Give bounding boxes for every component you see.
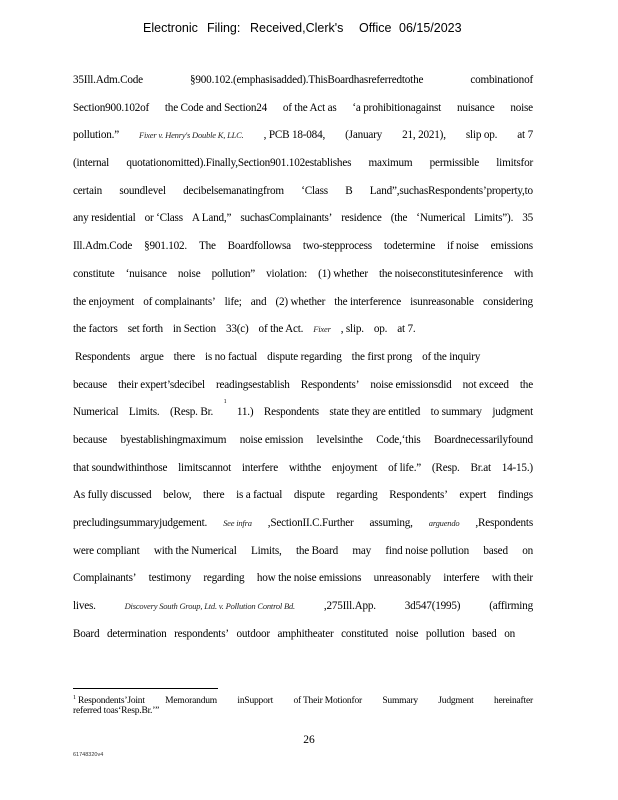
header-word: Received,Clerk's <box>250 21 344 35</box>
header-word: Electronic <box>143 21 198 35</box>
text-line: constitute ‘nuisance noise pollution” violation: (1) whether the noiseconstitutesinference with <box>73 267 533 280</box>
header-word: 06/15/2023 <box>399 21 462 35</box>
footnote-marker: 1 <box>73 694 76 701</box>
text-line: because their expert’sdecibel readingsestablish Respondents’ noise emissionsdid not exceed the <box>73 378 533 391</box>
text-line: that soundwithinthose limitscannot interfere withthe enjoyment of life.” (Resp. Br.at 14-15.) <box>73 461 533 474</box>
text-line: Respondents argue there is no factual dispute regarding the first prong of the inquiry <box>75 350 481 363</box>
text-line: 35Ill.Adm.Code §900.102.(emphasisadded).ThisBoardhasreferredtothe combinationof <box>73 74 533 86</box>
footnote-line: $^1$ Respondents’Joint Memorandum inSupport of Their Motionfor Summary Judgment hereinafter <box>73 694 533 706</box>
text-line: Board determination respondents’ outdoor amphitheater constituted noise pollution based on <box>73 627 515 640</box>
signal-arguendo: arguendo <box>428 518 460 528</box>
text-line: Ill.Adm.Code §901.102. The Boardfollowsa two-stepprocess todetermine if noise emissions <box>73 240 533 253</box>
text-line: Complainants’ testimony regarding how the noise emissions unreasonably interfere with their <box>73 572 533 585</box>
body-text <box>73 70 533 651</box>
case-citation: Fixer v. Henry's Double K, LLC. <box>139 130 244 141</box>
page-number: 26 <box>303 734 315 746</box>
text-line: lives. Discovery South Group, Ltd. v. Pollution Control Bd. ,275Ill.App. 3d547(1995) (affirming <box>73 596 533 624</box>
text-line: pollution.” Fixer v. Henry's Double K, LLC. , PCB 18-084, (January 21, 2021), slip op. at 7 <box>73 125 533 153</box>
text-line: precludingsummaryjudgement. See infra ,SectionII.C.Further assuming, arguendo ,Respondents <box>73 513 533 541</box>
footnote-divider <box>73 688 218 689</box>
text-line: Numerical Limits. (Resp. Br. 1 11.) Respondents state they are entitled to summary judgment <box>73 399 533 419</box>
signal-see-infra: See infra <box>223 518 252 528</box>
text-line: (internal quotationomitted).Finally,Section901.102establishes maximum permissible limitsfor <box>73 157 533 170</box>
case-citation: Fixer <box>313 324 331 335</box>
text-line: certain soundlevel decibelsemanatingfrom ‘Class B Land”,suchasRespondents’property,to <box>73 184 533 197</box>
text-line: the enjoyment of complainants’ life; and (2) whether the interference isunreasonable considering <box>73 295 533 308</box>
document-id: 61748320v4 <box>73 752 104 758</box>
text-line: the factors set forth in Section 33(c) of the Act. Fixer , slip. op. at 7. <box>73 319 533 347</box>
text-line: Section900.102of the Code and Section24 of the Act as ‘a prohibitionagainst nuisance noise <box>73 101 533 114</box>
case-citation: Discovery South Group, Ltd. v. Pollution Control Bd. <box>124 601 295 612</box>
text-line: As fully discussed below, there is a factual dispute regarding Respondents’ expert findings <box>73 489 533 502</box>
text-line: any residential or ‘Class A Land,” suchasComplainants’ residence (the ‘Numerical Limits”). 35 <box>73 212 533 225</box>
footnote <box>73 696 533 716</box>
text-line: because byestablishingmaximum noise emission levelsinthe Code,‘this Boardnecessarilyfound <box>73 433 533 446</box>
footnote-line: referred toas‘Resp.Br.’” <box>73 706 160 716</box>
header-word: Filing: <box>207 21 241 35</box>
text-line: were compliant with the Numerical Limits, the Board may find noise pollution based on <box>73 544 533 557</box>
header-word: Office <box>359 21 392 35</box>
